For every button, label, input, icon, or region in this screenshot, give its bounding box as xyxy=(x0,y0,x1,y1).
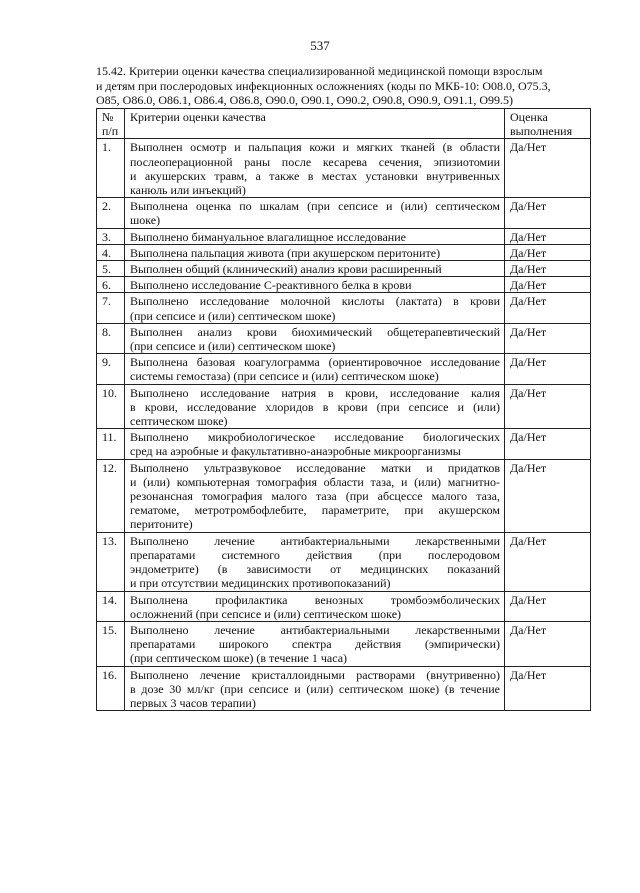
criterion-line: Выполнено ультразвуковое исследование матки и придатков xyxy=(130,460,500,475)
row-number: 15. xyxy=(97,621,125,666)
criteria-rows xyxy=(97,139,591,711)
table-header-row xyxy=(97,109,591,139)
heading-line: и детям при послеродовых инфекционных осложнениях (коды по МКБ-10: O08.0, O75.3, xyxy=(96,78,551,93)
criterion-line: системы гемостаза) (при сепсисе и (или) септическом шоке) xyxy=(130,369,439,384)
row-criterion xyxy=(125,261,505,277)
table-row xyxy=(97,244,591,260)
criterion-line: резонансная томография малого таза (при абсцессе малого таза, xyxy=(130,489,500,504)
row-criterion xyxy=(125,384,505,429)
criterion-line: в крови, исследование хлоридов в крови (при сепсисе и (или) xyxy=(130,399,500,414)
criterion-line: (при сепсисе и (или) септическом шоке) xyxy=(130,308,336,323)
header-number-line1: № xyxy=(102,110,114,124)
row-number: 8. xyxy=(97,323,125,353)
row-criterion xyxy=(125,228,505,244)
table-row xyxy=(97,354,591,384)
row-number: 6. xyxy=(97,277,125,293)
row-evaluation: Да/Нет xyxy=(505,666,591,711)
row-evaluation: Да/Нет xyxy=(505,354,591,384)
criterion-line: Выполнено лечение антибактериальными лекарственными xyxy=(130,533,500,548)
row-criterion xyxy=(125,198,505,228)
row-number: 2. xyxy=(97,198,125,228)
row-number: 16. xyxy=(97,666,125,711)
criterion-line: в дозе 30 мл/кг (при сепсисе и (или) септическом шоке) (в течение xyxy=(130,681,500,696)
criterion-line: первых 3 часов терапии) xyxy=(130,695,256,710)
table-row xyxy=(97,198,591,228)
row-number: 9. xyxy=(97,354,125,384)
criterion-line: Выполнено лечение кристаллоидными растворами (внутривенно) xyxy=(130,667,500,682)
table-row xyxy=(97,429,591,459)
row-number: 7. xyxy=(97,293,125,323)
row-number: 10. xyxy=(97,384,125,429)
table-row xyxy=(97,293,591,323)
row-evaluation: Да/Нет xyxy=(505,323,591,353)
row-evaluation: Да/Нет xyxy=(505,429,591,459)
row-number: 4. xyxy=(97,244,125,260)
criterion-line: септическом шоке) xyxy=(130,414,228,429)
criterion-line: осложнений (при сепсисе и (или) септическом шоке) xyxy=(130,606,402,621)
row-evaluation: Да/Нет xyxy=(505,139,591,198)
criterion-line: гематоме, метротромбофлебите, параметрите, при акушерском xyxy=(130,503,500,518)
criterion-line: Выполнена базовая коагулограмма (ориентировочное исследование xyxy=(130,355,500,370)
row-evaluation: Да/Нет xyxy=(505,621,591,666)
header-number xyxy=(97,109,125,139)
criterion-line: Выполнен осмотр и пальпация кожи и мягких тканей (в области xyxy=(130,140,500,155)
table-row xyxy=(97,532,591,591)
page-number: 537 xyxy=(310,38,330,53)
row-number: 11. xyxy=(97,429,125,459)
row-criterion xyxy=(125,591,505,621)
criterion-line: сред на аэробные и факультативно-анаэробные микроорганизмы xyxy=(130,444,461,459)
criterion-line: перитоните) xyxy=(130,517,193,532)
header-criteria: Критерии оценки качества xyxy=(125,109,505,139)
row-evaluation: Да/Нет xyxy=(505,261,591,277)
heading-line: O85, O86.0, O86.1, O86.4, O86.8, O90.0, O90.1, O90.2, O90.8, O90.9, O91.1, O99.5) xyxy=(96,93,513,107)
criterion-line: препаратами широкого спектра действия (эмпирически) xyxy=(130,637,500,652)
row-evaluation: Да/Нет xyxy=(505,591,591,621)
criterion-line: препаратами системного действия (при послеродовом xyxy=(130,547,500,562)
row-evaluation: Да/Нет xyxy=(505,244,591,260)
criterion-line: Выполнено исследование молочной кислоты (лактата) в крови xyxy=(130,294,500,309)
row-criterion xyxy=(125,323,505,353)
row-criterion xyxy=(125,244,505,260)
row-evaluation: Да/Нет xyxy=(505,459,591,532)
heading-line: 15.42. Критерии оценки качества специализированной медицинской помощи взрослым xyxy=(96,64,543,78)
row-criterion xyxy=(125,532,505,591)
criterion-line: Выполнено исследование С-реактивного белка в крови xyxy=(130,278,412,293)
criterion-line: Выполнено лечение антибактериальными лекарственными xyxy=(130,622,500,637)
table-row xyxy=(97,277,591,293)
criterion-line: Выполнено микробиологическое исследование биологических xyxy=(130,430,500,445)
criterion-line: послеоперационной раны после кесарева сечения, эпизиотомии xyxy=(130,154,500,169)
row-criterion xyxy=(125,666,505,711)
section-heading xyxy=(96,64,590,108)
row-evaluation: Да/Нет xyxy=(505,293,591,323)
criterion-line: шоке) xyxy=(130,213,161,228)
table-row xyxy=(97,621,591,666)
table-row xyxy=(97,591,591,621)
header-evaluation-line1: Оценка xyxy=(510,110,548,124)
row-criterion xyxy=(125,459,505,532)
table-row xyxy=(97,666,591,711)
criterion-line: (при септическом шоке) (в течение 1 часа) xyxy=(130,651,348,666)
row-number: 5. xyxy=(97,261,125,277)
row-criterion xyxy=(125,277,505,293)
header-evaluation xyxy=(505,109,591,139)
row-number: 12. xyxy=(97,459,125,532)
criteria-table xyxy=(96,108,591,711)
table-row xyxy=(97,139,591,198)
row-number: 3. xyxy=(97,228,125,244)
row-number: 14. xyxy=(97,591,125,621)
criterion-line: Выполнено бимануальное влагалищное исследование xyxy=(130,229,406,244)
header-evaluation-line2: выполнения xyxy=(510,124,573,139)
row-criterion xyxy=(125,139,505,198)
criterion-line: канюль или инъекций) xyxy=(130,183,246,198)
table-row xyxy=(97,323,591,353)
table-row xyxy=(97,384,591,429)
table-row xyxy=(97,261,591,277)
criterion-line: и при отсутствии медицинских противопоказаний) xyxy=(130,576,391,591)
criterion-line: (при сепсисе и (или) септическом шоке) xyxy=(130,339,336,354)
table-row xyxy=(97,228,591,244)
row-criterion xyxy=(125,621,505,666)
row-evaluation: Да/Нет xyxy=(505,277,591,293)
row-criterion xyxy=(125,429,505,459)
row-evaluation: Да/Нет xyxy=(505,228,591,244)
criterion-line: Выполнен анализ крови биохимический общетерапевтический xyxy=(130,324,500,339)
row-evaluation: Да/Нет xyxy=(505,384,591,429)
criterion-line: Выполнена пальпация живота (при акушерском перитоните) xyxy=(130,245,441,260)
row-number: 1. xyxy=(97,139,125,198)
row-number: 13. xyxy=(97,532,125,591)
row-criterion xyxy=(125,293,505,323)
row-evaluation: Да/Нет xyxy=(505,532,591,591)
row-criterion xyxy=(125,354,505,384)
criterion-line: эндометрите) (в зависимости от медицинских показаний xyxy=(130,562,500,577)
criterion-line: и акушерских травм, а также в местах установки внутривенных xyxy=(130,168,500,183)
criterion-line: Выполнена оценка по шкалам (при сепсисе и (или) септическом xyxy=(130,199,500,214)
criterion-line: Выполнен общий (клинический) анализ крови расширенный xyxy=(130,262,442,277)
table-row xyxy=(97,459,591,532)
criterion-line: Выполнена профилактика венозных тромбоэмболических xyxy=(130,592,500,607)
row-evaluation: Да/Нет xyxy=(505,198,591,228)
header-number-line2: п/п xyxy=(102,124,119,139)
criterion-line: Выполнено исследование натрия в крови, исследование калия xyxy=(130,385,500,400)
criterion-line: и (или) компьютерная томография области таза, и (или) магнитно- xyxy=(130,474,500,489)
